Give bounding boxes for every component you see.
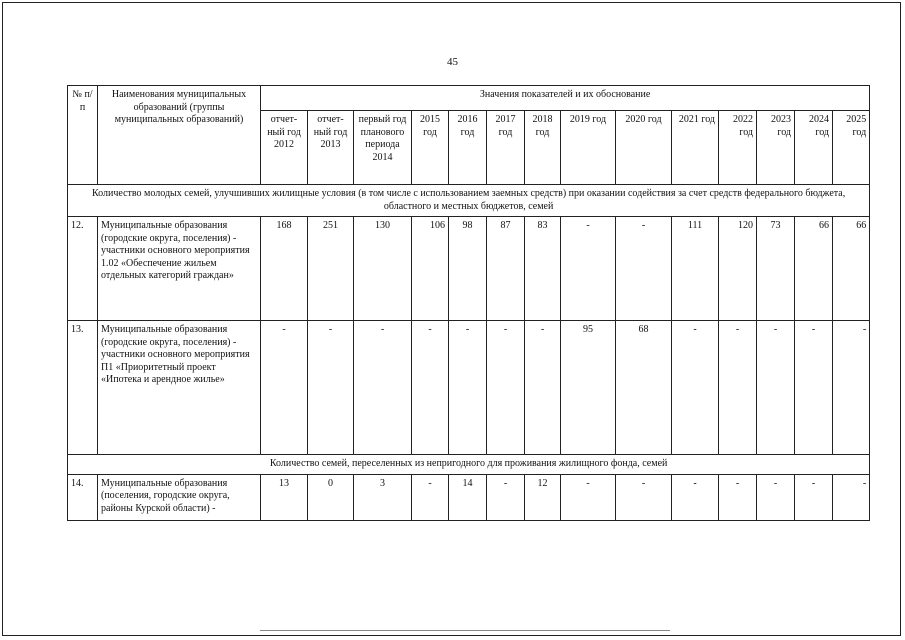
cell: 130 bbox=[354, 217, 412, 321]
cell: - bbox=[412, 321, 449, 455]
cell: - bbox=[833, 321, 870, 455]
header-col: первый год планового периода 2014 bbox=[354, 111, 412, 185]
section-title-row bbox=[68, 185, 870, 217]
cell: 12 bbox=[525, 474, 561, 520]
table-row bbox=[68, 474, 870, 520]
cell: 98 bbox=[449, 217, 487, 321]
row-name: Муниципальные образования (городские округа, поселения) - участники основного мероприятия П1 «Приоритетный проект «Ипотека и арендное жилье» bbox=[98, 321, 261, 455]
header-name: Наименования муниципальных образований (группы муниципальных образований) bbox=[98, 86, 261, 185]
cell: - bbox=[795, 474, 833, 520]
cell: - bbox=[719, 474, 757, 520]
row-name: Муниципальные образования (городские округа, поселения) - участники основного мероприятия 1.02 «Обеспечение жильем отдельных категорий граждан» bbox=[98, 217, 261, 321]
cell: 73 bbox=[757, 217, 795, 321]
section-title: Количество семей, переселенных из непригодного для проживания жилищного фонда, семей bbox=[68, 455, 870, 475]
header-col: 2020 год bbox=[616, 111, 672, 185]
section-title-row bbox=[68, 455, 870, 475]
cell: - bbox=[487, 321, 525, 455]
header-num: № п/п bbox=[68, 86, 98, 185]
header-col: отчет-ный год 2012 bbox=[261, 111, 308, 185]
header-col: 2022 год bbox=[719, 111, 757, 185]
cell: 3 bbox=[354, 474, 412, 520]
header-col: 2018 год bbox=[525, 111, 561, 185]
cell: 120 bbox=[719, 217, 757, 321]
cell: - bbox=[308, 321, 354, 455]
cell: - bbox=[616, 474, 672, 520]
section-title: Количество молодых семей, улучшивших жилищные условия (в том числе с использованием заемных средств) при оказании содействия за счет средств федерального бюджета, областного и местных бюджетов, семей bbox=[68, 185, 870, 217]
cell: 68 bbox=[616, 321, 672, 455]
row-num: 13. bbox=[68, 321, 98, 455]
cell: - bbox=[719, 321, 757, 455]
header-col: 2021 год bbox=[672, 111, 719, 185]
cell: 13 bbox=[261, 474, 308, 520]
cell: 83 bbox=[525, 217, 561, 321]
cell: - bbox=[525, 321, 561, 455]
cell: 111 bbox=[672, 217, 719, 321]
cell: - bbox=[449, 321, 487, 455]
cell: - bbox=[412, 474, 449, 520]
cell: - bbox=[261, 321, 308, 455]
cell: 66 bbox=[795, 217, 833, 321]
cell: 66 bbox=[833, 217, 870, 321]
cell: - bbox=[672, 474, 719, 520]
header-col: 2015 год bbox=[412, 111, 449, 185]
cell: 87 bbox=[487, 217, 525, 321]
cell: - bbox=[833, 474, 870, 520]
header-col: 2019 год bbox=[561, 111, 616, 185]
page-number: 45 bbox=[447, 56, 458, 68]
header-col: 2025 год bbox=[833, 111, 870, 185]
cell: 106 bbox=[412, 217, 449, 321]
row-num: 14. bbox=[68, 474, 98, 520]
header-col: отчет-ный год 2013 bbox=[308, 111, 354, 185]
table-row bbox=[68, 217, 870, 321]
cell: - bbox=[757, 474, 795, 520]
cell: - bbox=[561, 474, 616, 520]
header-col: 2024 год bbox=[795, 111, 833, 185]
header-row-1 bbox=[68, 86, 870, 111]
row-num: 12. bbox=[68, 217, 98, 321]
header-values-title: Значения показателей и их обоснование bbox=[261, 86, 870, 111]
bottom-rule bbox=[260, 630, 670, 631]
row-name: Муниципальные образования (поселения, городские округа, районы Курской области) - bbox=[98, 474, 261, 520]
indicators-table bbox=[67, 85, 870, 521]
table-row bbox=[68, 321, 870, 455]
cell: - bbox=[757, 321, 795, 455]
cell: - bbox=[487, 474, 525, 520]
cell: 14 bbox=[449, 474, 487, 520]
cell: 251 bbox=[308, 217, 354, 321]
cell: - bbox=[616, 217, 672, 321]
cell: 168 bbox=[261, 217, 308, 321]
cell: 0 bbox=[308, 474, 354, 520]
header-col: 2016 год bbox=[449, 111, 487, 185]
header-col: 2017 год bbox=[487, 111, 525, 185]
cell: 95 bbox=[561, 321, 616, 455]
cell: - bbox=[672, 321, 719, 455]
cell: - bbox=[354, 321, 412, 455]
cell: - bbox=[795, 321, 833, 455]
cell: - bbox=[561, 217, 616, 321]
header-col: 2023 год bbox=[757, 111, 795, 185]
